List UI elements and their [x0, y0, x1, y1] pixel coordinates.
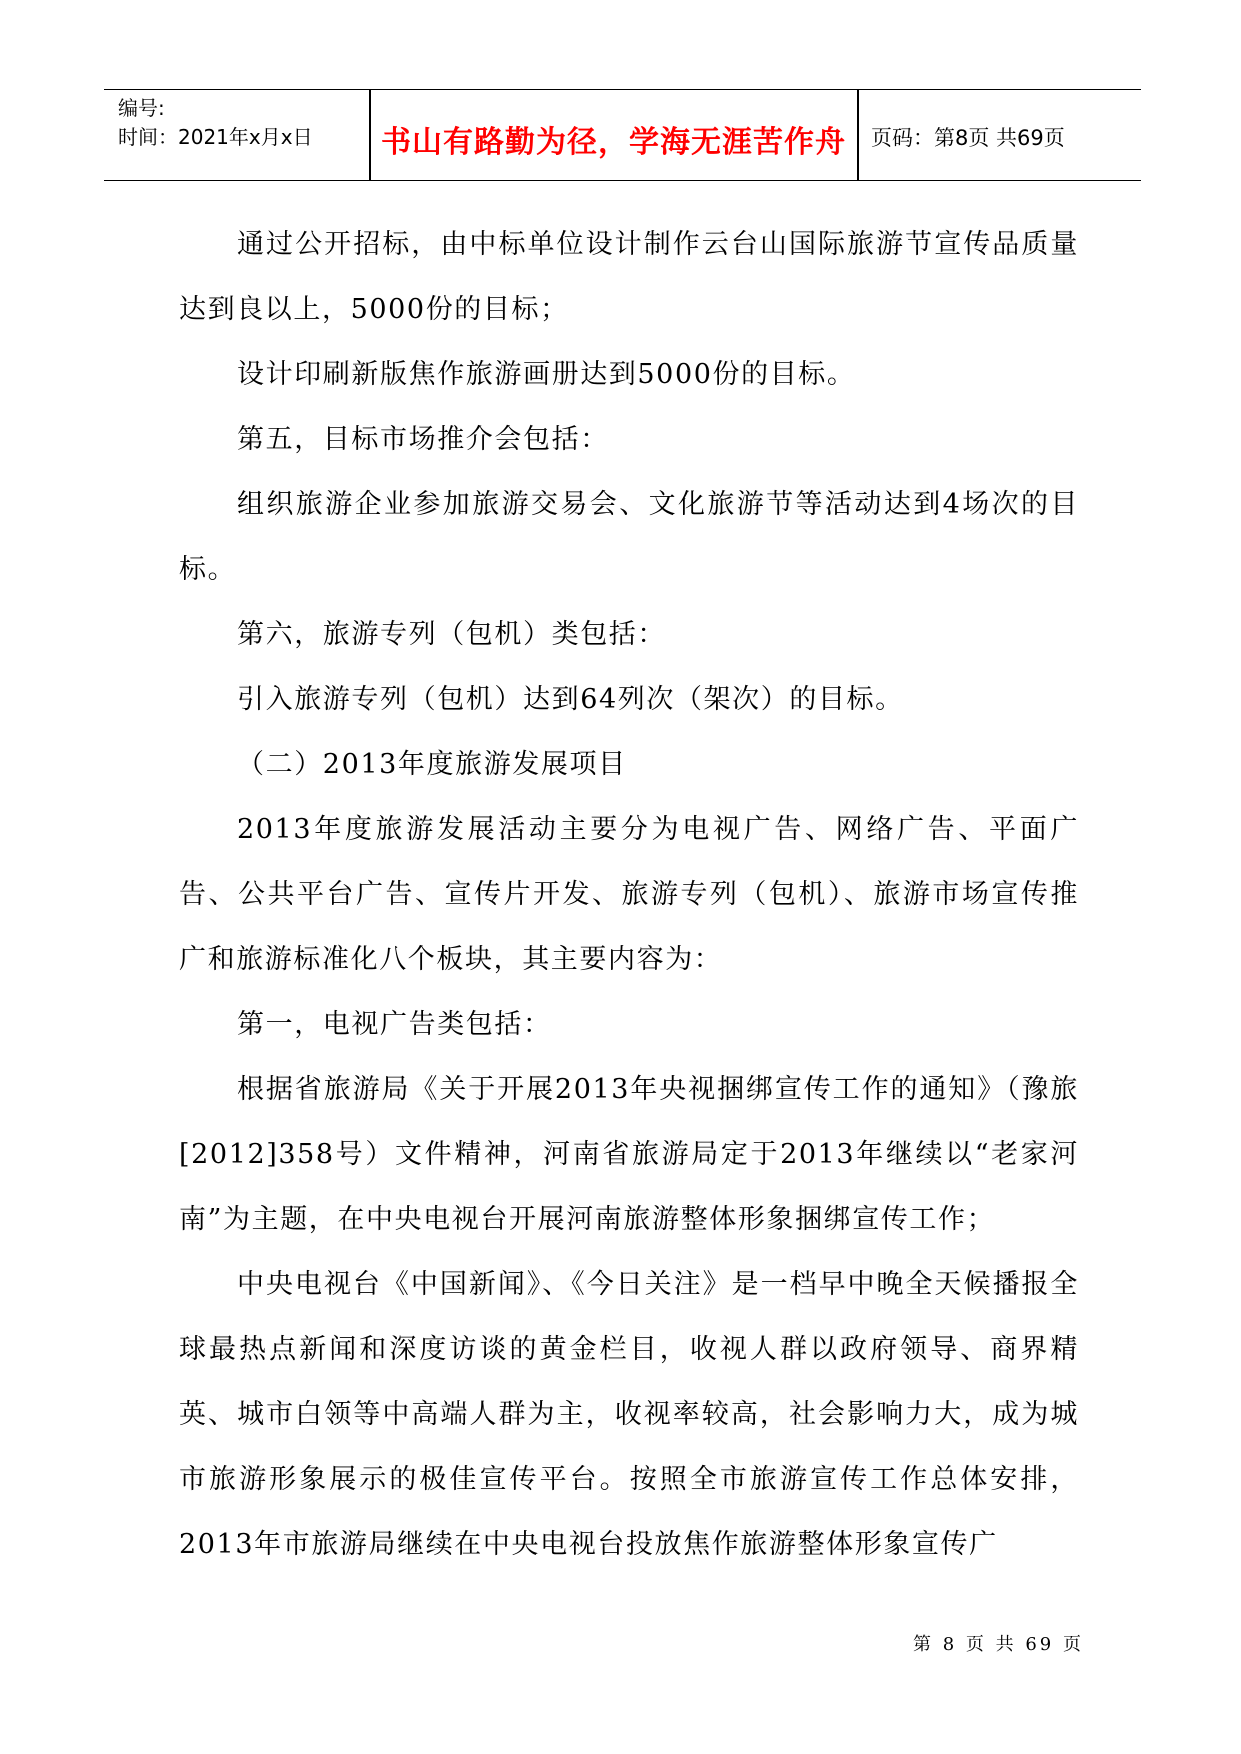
body-text [179, 212, 1079, 1577]
paragraph: 中央电视台《中国新闻》、《今日关注》是一档早中晚全天候播报全球最热点新闻和深度访谈的黄金栏目，收视人群以政府领导、商界精英、城市白领等中高端人群为主，收视率较高，社会影响力大，成为城市旅游形象展示的极佳宣传平台。按照全市旅游宣传工作总体安排，2013年市旅游局继续在中央电视台投放焦作旅游整体形象宣传广 [179, 1269, 1079, 1560]
paragraph: 通过公开招标，由中标单位设计制作云台山国际旅游节宣传品质量达到良以上，5000份的目标； [179, 229, 1079, 325]
paragraph: 第五，目标市场推介会包括： [237, 424, 609, 455]
header-page-info: 页码：第8页 共69页 [871, 126, 1065, 150]
serial-number-label: 编号: [118, 96, 165, 120]
section-heading: （二）2013年度旅游发展项目 [237, 749, 627, 780]
paragraph: 组织旅游企业参加旅游交易会、文化旅游节等活动达到4场次的目标。 [179, 489, 1079, 585]
paragraph: 引入旅游专列（包机）达到64列次（架次）的目标。 [237, 684, 904, 715]
paragraph: 2013年度旅游发展活动主要分为电视广告、网络广告、平面广告、公共平台广告、宣传片开发、旅游专列（包机）、旅游市场宣传推广和旅游标准化八个板块，其主要内容为： [179, 814, 1079, 975]
page-header [104, 89, 1141, 181]
paragraph: 第六，旅游专列（包机）类包括： [237, 619, 666, 650]
paragraph: 设计印刷新版焦作旅游画册达到5000份的目标。 [237, 359, 856, 390]
header-divider [857, 90, 859, 180]
paragraph: 第一，电视广告类包括： [237, 1009, 552, 1040]
paragraph: 根据省旅游局《关于开展2013年央视捆绑宣传工作的通知》（豫旅[2012]358号）文件精神，河南省旅游局定于2013年继续以“老家河南”为主题，在中央电视台开展河南旅游整体形象捆绑宣传工作； [179, 1074, 1079, 1235]
header-motto: 书山有路勤为径，学海无涯苦作舟 [381, 125, 846, 160]
header-meta [118, 94, 313, 152]
time-label: 时间：2021年x月x日 [118, 125, 313, 149]
page-footer: 第 8 页 共 69 页 [913, 1634, 1084, 1655]
